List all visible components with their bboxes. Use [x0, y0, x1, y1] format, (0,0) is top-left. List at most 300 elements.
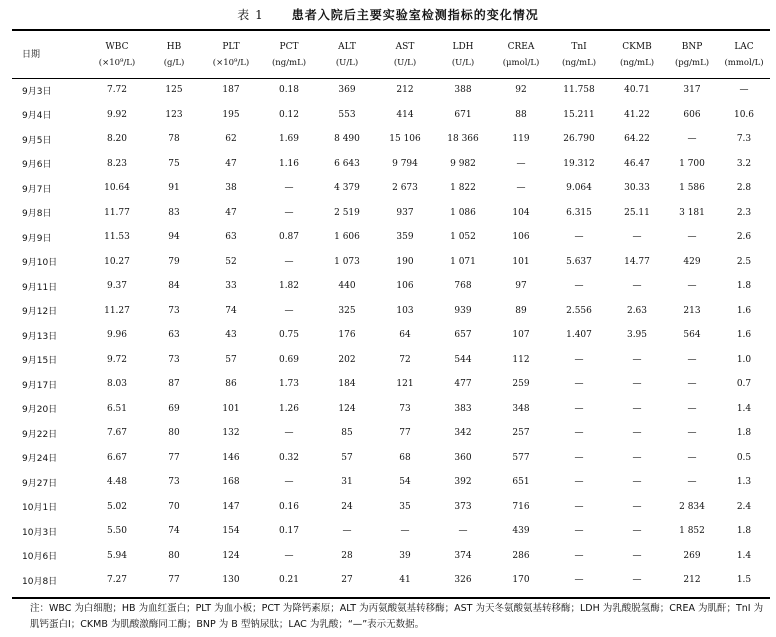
value-cell: 46.47	[624, 158, 650, 169]
value-cell: 85	[341, 428, 353, 439]
value-cell: 326	[454, 575, 472, 586]
value-cell: 1.5	[736, 575, 752, 586]
column-unit: (mmol/L)	[724, 57, 764, 68]
value-cell: 38	[225, 183, 237, 194]
column-header	[550, 31, 608, 78]
value-cell: 26.790	[563, 134, 595, 145]
value-cell: 170	[512, 575, 530, 586]
value-cell: 47	[225, 207, 237, 218]
value-cell: —	[574, 379, 584, 390]
value-cell: 8.23	[106, 158, 128, 169]
value-cell: 7.72	[106, 85, 128, 96]
table-row	[12, 348, 770, 373]
value-cell: 40.71	[624, 85, 650, 96]
value-cell: 94	[168, 232, 180, 243]
value-cell: 348	[512, 403, 530, 414]
value-cell: 4 379	[334, 183, 360, 194]
value-cell: 9.064	[566, 183, 592, 194]
value-cell: 1.6	[736, 305, 752, 316]
value-cell: 0.5	[736, 452, 752, 463]
date-cell: 9月15日	[22, 356, 58, 367]
value-cell: 73	[168, 305, 180, 316]
value-cell: 97	[515, 281, 527, 292]
value-cell: 1.69	[278, 134, 300, 145]
value-cell: 64	[399, 330, 411, 341]
value-cell: 41	[399, 575, 411, 586]
table-row	[12, 152, 770, 177]
date-cell: 9月22日	[22, 429, 58, 440]
table-row	[12, 127, 770, 152]
column-header	[202, 31, 260, 78]
value-cell: 429	[683, 256, 701, 267]
value-cell: 1.8	[736, 428, 752, 439]
value-cell: 1 073	[334, 256, 360, 267]
value-cell: 257	[512, 428, 530, 439]
value-cell: 8.20	[106, 134, 128, 145]
value-cell: —	[687, 354, 697, 365]
column-name: PLT	[222, 41, 240, 52]
value-cell: —	[516, 183, 526, 194]
column-name: CKMB	[622, 41, 652, 52]
value-cell: 39	[399, 550, 411, 561]
value-cell: —	[574, 354, 584, 365]
column-unit: (pg/mL)	[674, 57, 710, 68]
value-cell: 1.6	[736, 330, 752, 341]
value-cell: 30.33	[624, 183, 650, 194]
value-cell: 0.17	[278, 526, 300, 537]
value-cell: 577	[512, 452, 530, 463]
value-cell: 3 181	[679, 207, 705, 218]
column-header	[260, 31, 318, 78]
value-cell: 5.637	[566, 256, 592, 267]
value-cell: 259	[512, 379, 530, 390]
date-cell: 9月17日	[22, 380, 58, 391]
value-cell: 440	[338, 281, 356, 292]
table-caption: 患者入院后主要实验室检测指标的变化情况	[291, 8, 539, 22]
column-header	[492, 31, 550, 78]
value-cell: 73	[168, 477, 180, 488]
value-cell: 130	[222, 575, 240, 586]
value-cell: 72	[399, 354, 411, 365]
value-cell: 317	[683, 85, 701, 96]
value-cell: 2.8	[736, 183, 752, 194]
date-cell: 9月24日	[22, 454, 58, 465]
value-cell: 2 834	[679, 501, 705, 512]
value-cell: 132	[222, 428, 240, 439]
column-name: AST	[395, 41, 415, 52]
value-cell: 6.67	[106, 452, 128, 463]
value-cell: 2.4	[736, 501, 752, 512]
value-cell: 87	[168, 379, 180, 390]
value-cell: 68	[399, 452, 411, 463]
value-cell: 52	[225, 256, 237, 267]
value-cell: 125	[165, 85, 183, 96]
value-cell: 477	[454, 379, 472, 390]
value-cell: —	[739, 85, 749, 96]
column-unit: (ng/mL)	[561, 57, 597, 68]
value-cell: 124	[222, 550, 240, 561]
table-footnote: 注：WBC 为白细胞；HB 为血红蛋白；PLT 为血小板；PCT 为降钙素原；ALT 为丙氨酸氨基转移酶；AST 为天冬氨酸氨基转移酶；LDH 为乳酸脱氢酶；CREA 为肌酐；TnI 为肌钙蛋白I；CKMB 为肌酸激酶同工酶；BNP 为 B 型钠尿肽；LAC 为乳酸；“—”表示无数据。	[30, 603, 764, 630]
date-cell: 9月6日	[22, 160, 52, 171]
column-header	[146, 31, 202, 78]
value-cell: 3.95	[626, 330, 648, 341]
value-cell: 57	[225, 354, 237, 365]
date-cell: 9月7日	[22, 184, 52, 195]
table-title	[0, 6, 776, 23]
value-cell: 103	[396, 305, 414, 316]
value-cell: 124	[338, 403, 356, 414]
table-row	[12, 568, 770, 593]
value-cell: 1 852	[679, 526, 705, 537]
value-cell: 359	[396, 232, 414, 243]
value-cell: —	[632, 526, 642, 537]
column-unit: (×10⁹/L)	[98, 57, 136, 68]
value-cell: 373	[454, 501, 472, 512]
date-cell: 10月8日	[22, 576, 58, 587]
lab-results-table	[12, 31, 770, 593]
column-unit: (×10⁹/L)	[212, 57, 250, 68]
value-cell: 1.4	[736, 550, 752, 561]
value-cell: 4.48	[106, 477, 128, 488]
value-cell: 15 106	[389, 134, 421, 145]
table-row	[12, 176, 770, 201]
value-cell: 80	[168, 550, 180, 561]
value-cell: 91	[168, 183, 180, 194]
value-cell: 9.37	[106, 281, 128, 292]
value-cell: —	[632, 575, 642, 586]
date-cell: 9月13日	[22, 331, 58, 342]
value-cell: 47	[225, 158, 237, 169]
value-cell: —	[400, 526, 410, 537]
value-cell: —	[574, 428, 584, 439]
value-cell: 154	[222, 526, 240, 537]
date-cell: 9月9日	[22, 233, 52, 244]
value-cell: 64.22	[624, 134, 650, 145]
value-cell: 75	[168, 158, 180, 169]
value-cell: 146	[222, 452, 240, 463]
value-cell: 2 519	[334, 207, 360, 218]
table-row	[12, 372, 770, 397]
value-cell: 28	[341, 550, 353, 561]
value-cell: 768	[454, 281, 472, 292]
value-cell: 0.75	[278, 330, 300, 341]
value-cell: 62	[225, 134, 237, 145]
column-header	[88, 31, 146, 78]
table-label: 表 1	[237, 8, 264, 22]
value-cell: —	[632, 403, 642, 414]
value-cell: 11.53	[104, 232, 130, 243]
value-cell: 657	[454, 330, 472, 341]
value-cell: 63	[225, 232, 237, 243]
value-cell: —	[632, 501, 642, 512]
value-cell: 8 490	[334, 134, 360, 145]
value-cell: 1.0	[736, 354, 752, 365]
value-cell: 10.64	[104, 183, 130, 194]
value-cell: 7.3	[736, 134, 752, 145]
value-cell: —	[574, 403, 584, 414]
date-cell: 10月6日	[22, 552, 58, 563]
value-cell: 1.4	[736, 403, 752, 414]
value-cell: 269	[683, 550, 701, 561]
value-cell: —	[632, 354, 642, 365]
value-cell: 54	[399, 477, 411, 488]
value-cell: 374	[454, 550, 472, 561]
value-cell: 1 606	[334, 232, 360, 243]
table-body	[12, 78, 770, 593]
value-cell: 0.7	[736, 379, 752, 390]
value-cell: —	[632, 281, 642, 292]
value-cell: 1.26	[278, 403, 300, 414]
value-cell: 325	[338, 305, 356, 316]
value-cell: 369	[338, 85, 356, 96]
column-name: CREA	[507, 41, 535, 52]
value-cell: 1 071	[450, 256, 476, 267]
column-name: TnI	[571, 41, 587, 52]
value-cell: 383	[454, 403, 472, 414]
value-cell: 1.3	[736, 477, 752, 488]
value-cell: 14.77	[624, 256, 650, 267]
value-cell: 74	[168, 526, 180, 537]
value-cell: 190	[396, 256, 414, 267]
value-cell: —	[284, 477, 294, 488]
value-cell: 41.22	[624, 109, 650, 120]
value-cell: 78	[168, 134, 180, 145]
value-cell: 19.312	[563, 158, 595, 169]
table-row	[12, 103, 770, 128]
column-name: LDH	[452, 41, 474, 52]
value-cell: 147	[222, 501, 240, 512]
value-cell: —	[574, 526, 584, 537]
column-header	[434, 31, 492, 78]
column-header	[666, 31, 718, 78]
value-cell: 1 586	[679, 183, 705, 194]
value-cell: 1 700	[679, 158, 705, 169]
value-cell: —	[342, 526, 352, 537]
value-cell: 104	[512, 207, 530, 218]
table-row	[12, 201, 770, 226]
value-cell: 80	[168, 428, 180, 439]
value-cell: 9.96	[106, 330, 128, 341]
value-cell: 121	[396, 379, 414, 390]
value-cell: 553	[338, 109, 356, 120]
value-cell: 544	[454, 354, 472, 365]
value-cell: 25.11	[624, 207, 650, 218]
table-row	[12, 299, 770, 324]
value-cell: —	[574, 550, 584, 561]
value-cell: —	[632, 379, 642, 390]
value-cell: 2.5	[736, 256, 752, 267]
table-row	[12, 225, 770, 250]
date-cell: 9月20日	[22, 405, 58, 416]
value-cell: 7.27	[106, 575, 128, 586]
column-header	[12, 31, 88, 78]
column-unit: (ng/mL)	[619, 57, 655, 68]
date-cell: 9月8日	[22, 209, 52, 220]
date-cell: 10月3日	[22, 527, 58, 538]
value-cell: —	[687, 477, 697, 488]
value-cell: 195	[222, 109, 240, 120]
column-unit: (g/L)	[163, 57, 185, 68]
table-row	[12, 544, 770, 569]
value-cell: 77	[399, 428, 411, 439]
column-name: 日期	[22, 49, 41, 60]
column-unit: (U/L)	[335, 57, 359, 68]
value-cell: 11.27	[104, 305, 130, 316]
value-cell: 107	[512, 330, 530, 341]
value-cell: 671	[454, 109, 472, 120]
value-cell: 70	[168, 501, 180, 512]
value-cell: 27	[341, 575, 353, 586]
value-cell: 439	[512, 526, 530, 537]
value-cell: 35	[399, 501, 411, 512]
date-cell: 9月5日	[22, 135, 52, 146]
table-row	[12, 470, 770, 495]
value-cell: 77	[168, 452, 180, 463]
value-cell: 86	[225, 379, 237, 390]
value-cell: 73	[168, 354, 180, 365]
value-cell: 1 052	[450, 232, 476, 243]
value-cell: —	[632, 550, 642, 561]
value-cell: 101	[512, 256, 530, 267]
column-unit: (U/L)	[393, 57, 417, 68]
column-name: PCT	[279, 41, 299, 52]
column-name: HB	[166, 41, 182, 52]
value-cell: —	[687, 379, 697, 390]
value-cell: 187	[222, 85, 240, 96]
table-row	[12, 323, 770, 348]
value-cell: —	[284, 183, 294, 194]
value-cell: —	[687, 134, 697, 145]
value-cell: 0.69	[278, 354, 300, 365]
value-cell: 63	[168, 330, 180, 341]
value-cell: —	[687, 452, 697, 463]
date-cell: 9月4日	[22, 111, 52, 122]
table-row	[12, 397, 770, 422]
date-cell: 9月10日	[22, 258, 58, 269]
value-cell: 2.63	[626, 305, 648, 316]
column-name: LAC	[734, 41, 754, 52]
value-cell: 168	[222, 477, 240, 488]
value-cell: 360	[454, 452, 472, 463]
value-cell: 6.315	[566, 207, 592, 218]
value-cell: 11.758	[563, 85, 595, 96]
header-row	[12, 31, 770, 78]
column-header	[376, 31, 434, 78]
value-cell: 2 673	[392, 183, 418, 194]
value-cell: —	[458, 526, 468, 537]
value-cell: 106	[512, 232, 530, 243]
value-cell: 74	[225, 305, 237, 316]
date-cell: 9月11日	[22, 282, 58, 293]
value-cell: 15.211	[563, 109, 595, 120]
value-cell: 388	[454, 85, 472, 96]
value-cell: —	[574, 232, 584, 243]
value-cell: 6.51	[106, 403, 128, 414]
value-cell: 73	[399, 403, 411, 414]
value-cell: 0.12	[278, 109, 300, 120]
column-name: BNP	[681, 41, 703, 52]
value-cell: —	[574, 501, 584, 512]
value-cell: 5.02	[106, 501, 128, 512]
value-cell: —	[574, 281, 584, 292]
value-cell: 1.8	[736, 281, 752, 292]
value-cell: 89	[515, 305, 527, 316]
value-cell: 286	[512, 550, 530, 561]
value-cell: 83	[168, 207, 180, 218]
value-cell: 5.94	[106, 550, 128, 561]
column-unit: (ng/mL)	[271, 57, 307, 68]
value-cell: 18 366	[447, 134, 479, 145]
value-cell: —	[687, 232, 697, 243]
date-cell: 9月12日	[22, 307, 58, 318]
table-row	[12, 250, 770, 275]
value-cell: —	[687, 403, 697, 414]
value-cell: —	[284, 256, 294, 267]
value-cell: 9 982	[450, 158, 476, 169]
value-cell: 77	[168, 575, 180, 586]
value-cell: 9.72	[106, 354, 128, 365]
value-cell: —	[516, 158, 526, 169]
value-cell: 69	[168, 403, 180, 414]
value-cell: —	[632, 477, 642, 488]
value-cell: 0.87	[278, 232, 300, 243]
value-cell: 716	[512, 501, 530, 512]
column-unit: (U/L)	[451, 57, 475, 68]
table-row	[12, 495, 770, 520]
value-cell: 2.6	[736, 232, 752, 243]
value-cell: 24	[341, 501, 353, 512]
value-cell: 0.16	[278, 501, 300, 512]
value-cell: 10.6	[733, 109, 755, 120]
value-cell: 1 086	[450, 207, 476, 218]
value-cell: 1.407	[566, 330, 592, 341]
column-name: WBC	[105, 41, 129, 52]
value-cell: 392	[454, 477, 472, 488]
value-cell: 9.92	[106, 109, 128, 120]
value-cell: 212	[683, 575, 701, 586]
value-cell: 1.82	[278, 281, 300, 292]
column-header	[318, 31, 376, 78]
value-cell: 10.27	[104, 256, 130, 267]
value-cell: 33	[225, 281, 237, 292]
table-row	[12, 421, 770, 446]
value-cell: —	[632, 452, 642, 463]
value-cell: 939	[454, 305, 472, 316]
column-header	[718, 31, 770, 78]
column-header	[608, 31, 666, 78]
value-cell: —	[574, 477, 584, 488]
date-cell: 10月1日	[22, 503, 58, 514]
value-cell: 212	[396, 85, 414, 96]
value-cell: 11.77	[104, 207, 130, 218]
table-row	[12, 274, 770, 299]
value-cell: 79	[168, 256, 180, 267]
value-cell: 1.73	[278, 379, 300, 390]
value-cell: 92	[515, 85, 527, 96]
value-cell: 414	[396, 109, 414, 120]
value-cell: 2.556	[566, 305, 592, 316]
value-cell: —	[284, 550, 294, 561]
value-cell: 123	[165, 109, 183, 120]
value-cell: 0.21	[278, 575, 300, 586]
value-cell: 43	[225, 330, 237, 341]
value-cell: 3.2	[736, 158, 752, 169]
value-cell: 1.16	[278, 158, 300, 169]
value-cell: 202	[338, 354, 356, 365]
value-cell: 0.32	[278, 452, 300, 463]
table-header	[12, 31, 770, 78]
value-cell: 88	[515, 109, 527, 120]
